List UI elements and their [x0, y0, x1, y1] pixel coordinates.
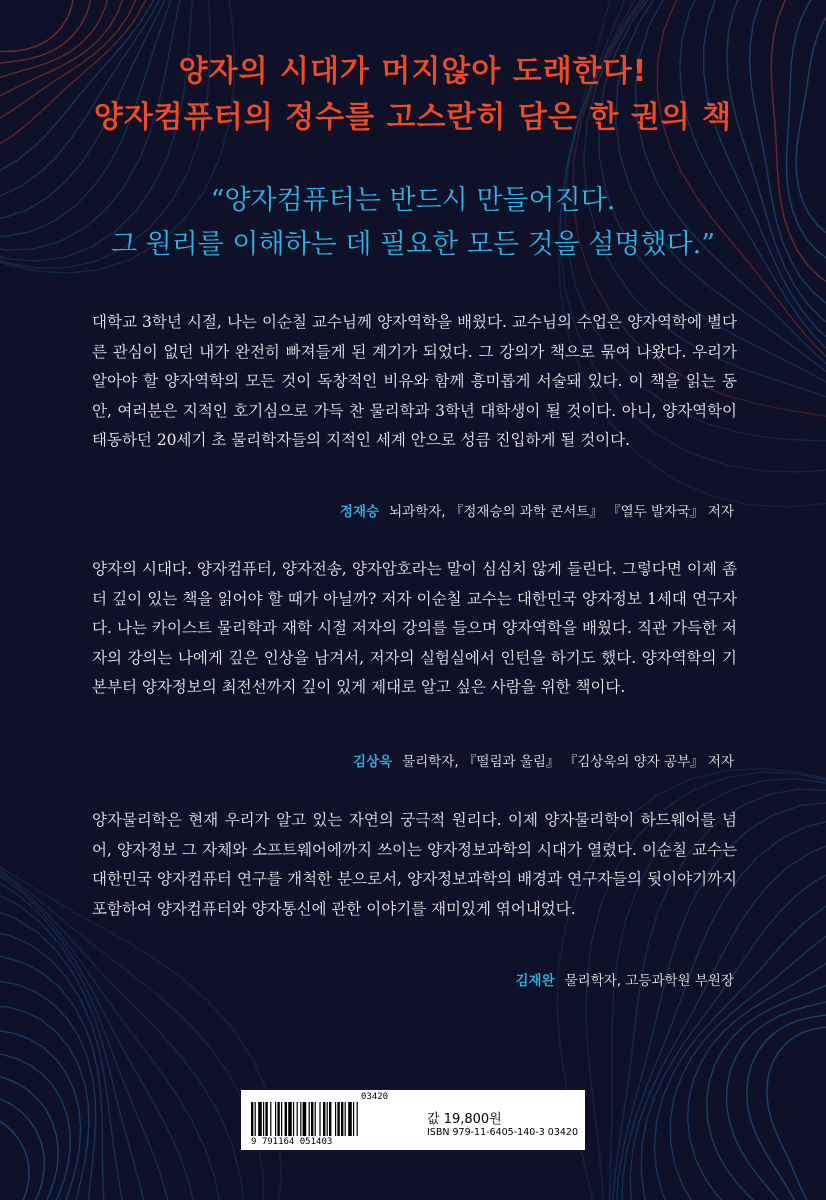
barcode-bar — [335, 1102, 336, 1136]
barcode-bar — [341, 1102, 343, 1136]
wave-line — [0, 1052, 70, 1200]
barcode-bar — [281, 1102, 282, 1136]
barcode-bar — [270, 1102, 271, 1136]
reviewer-3-name: 김재완 — [515, 973, 555, 989]
wave-line — [0, 1030, 81, 1200]
barcode-bar — [345, 1102, 346, 1136]
wave-line — [0, 885, 175, 1200]
headline-line-2: 양자컴퓨터의 정수를 고스란히 담은 한 권의 책 — [93, 100, 733, 135]
barcode-bar — [288, 1102, 292, 1136]
review-3-attribution — [516, 969, 735, 989]
wave-line — [0, 981, 96, 1200]
price-label: 값 19,800원 — [427, 1112, 502, 1127]
reviewer-2-name: 김상욱 — [353, 754, 393, 770]
barcode-bar — [275, 1102, 276, 1136]
wave-line — [767, 1027, 826, 1200]
barcode-bar — [357, 1102, 358, 1136]
barcode-bar — [323, 1102, 325, 1136]
quote-line-2: 그 원리를 이해하는 데 필요한 모든 것을 설명했다.” — [110, 229, 716, 260]
review-1-text: 대학교 3학년 시절, 나는 이순칠 교수님께 양자역학을 배웠다. 교수님의 수업은 양자역학에 별다른 관심이 없던 내가 완전히 빠져들게 된 계기가 되었다. 그 강의가 책으로 묶여 나왔다. 우리가 알아야 할 양자역학의 모든 것이 독창적인 비유와 함께 흥미롭게 서술돼 있다. 이 책을 읽는 동안, 여러분은 지적인 호기심으로 가득 찬 물리학과 3학년 대학생이 될 것이다. 아니, 양자역학이 태동하던 20세기 초 물리학자들의 지적인 세계 안으로 성큼 진입하게 될 것이다. — [92, 313, 737, 449]
wave-line — [0, 1075, 44, 1200]
barcode-bar — [258, 1102, 262, 1136]
wave-line — [654, 886, 826, 1200]
reviewer-3-title: 물리학자, 고등과학원 부원장 — [564, 973, 734, 989]
reviewer-2-title: 물리학자, 『떨림과 울림』 『김상욱의 양자 공부』 저자 — [402, 754, 734, 770]
barcode-bar — [329, 1102, 331, 1136]
barcode-bar — [327, 1102, 328, 1136]
wave-line — [0, 907, 151, 1200]
wave-line — [747, 1009, 826, 1200]
quote-line-1: “양자컴퓨터는 반드시 만들어진다. — [210, 185, 616, 216]
barcode-bar — [300, 1102, 301, 1136]
barcode-bar — [285, 1102, 287, 1136]
wave-line — [727, 986, 826, 1200]
barcode-bar — [311, 1102, 313, 1136]
isbn-label: ISBN 979-11-6405-140-3 03420 — [427, 1127, 579, 1138]
barcode-bar — [348, 1102, 352, 1136]
barcode-bar — [255, 1102, 256, 1136]
barcode-bar — [263, 1102, 264, 1136]
barcode-number: 9 791164 051403 — [251, 1137, 333, 1147]
barcode-bar — [265, 1102, 267, 1136]
review-2-attribution — [353, 750, 734, 770]
reviewer-1-name: 정재승 — [340, 504, 380, 520]
barcode-bar — [337, 1102, 339, 1136]
wave-line — [0, 1087, 29, 1200]
reviewer-1-title: 뇌과학자, 『정재승의 과학 콘서트』 『열두 발자국』 저자 — [389, 504, 734, 520]
barcode-bar — [303, 1102, 307, 1136]
review-2-text: 양자의 시대다. 양자컴퓨터, 양자전송, 양자암호라는 말이 심심치 않게 들린다. 그렇다면 이제 좀 더 깊이 있는 책을 읽어야 할 때가 아닐까? 저자 이순칠 교수는 대한민국 양자정보 1세대 연구자다. 나는 카이스트 물리학과 재학 시절 저자의 강의를 들으며 양자역학을 배웠다. 직관 가득한 저자의 강의는 나에게 깊은 인상을 남겨서, 저자의 실험실에서 인턴을 하기도 했다. 양자역학의 기본부터 양자정보의 최전선까지 깊이 있게 제대로 알고 싶은 사람을 위한 책이다. — [92, 560, 737, 696]
barcode-bar — [297, 1102, 298, 1136]
review-3-text: 양자물리학은 현재 우리가 알고 있는 자연의 궁극적 원리다. 이제 양자물리학이 하드웨어를 넘어, 양자정보 그 자체와 소프트웨어에까지 쓰이는 양자정보과학의 시대가 열렸다. 이순칠 교수는 대한민국 양자컴퓨터 연구를 개척한 분으로서, 양자정보과학의 배경과 연구자들의 뒷이야기까지 포함하여 양자컴퓨터와 양자통신에 관한 이야기를 재미있게 엮어내었다. — [92, 811, 737, 918]
wave-line — [0, 956, 105, 1200]
review-1-attribution — [340, 500, 734, 520]
barcode-bar — [315, 1102, 316, 1136]
wave-line — [707, 962, 826, 1200]
barcode-addon-number: 03420 — [361, 1092, 389, 1102]
wave-line — [0, 0, 171, 181]
barcode-bar — [277, 1102, 279, 1136]
barcode-bar — [319, 1102, 320, 1136]
barcode-bar — [353, 1102, 354, 1136]
barcode-bar — [293, 1102, 294, 1136]
barcode-bars — [251, 1102, 411, 1136]
barcode-box — [241, 1090, 585, 1150]
barcode-bar — [251, 1102, 253, 1136]
barcode-bar — [309, 1102, 310, 1136]
headline-line-1: 양자의 시대가 머지않아 도래한다! — [178, 54, 648, 89]
